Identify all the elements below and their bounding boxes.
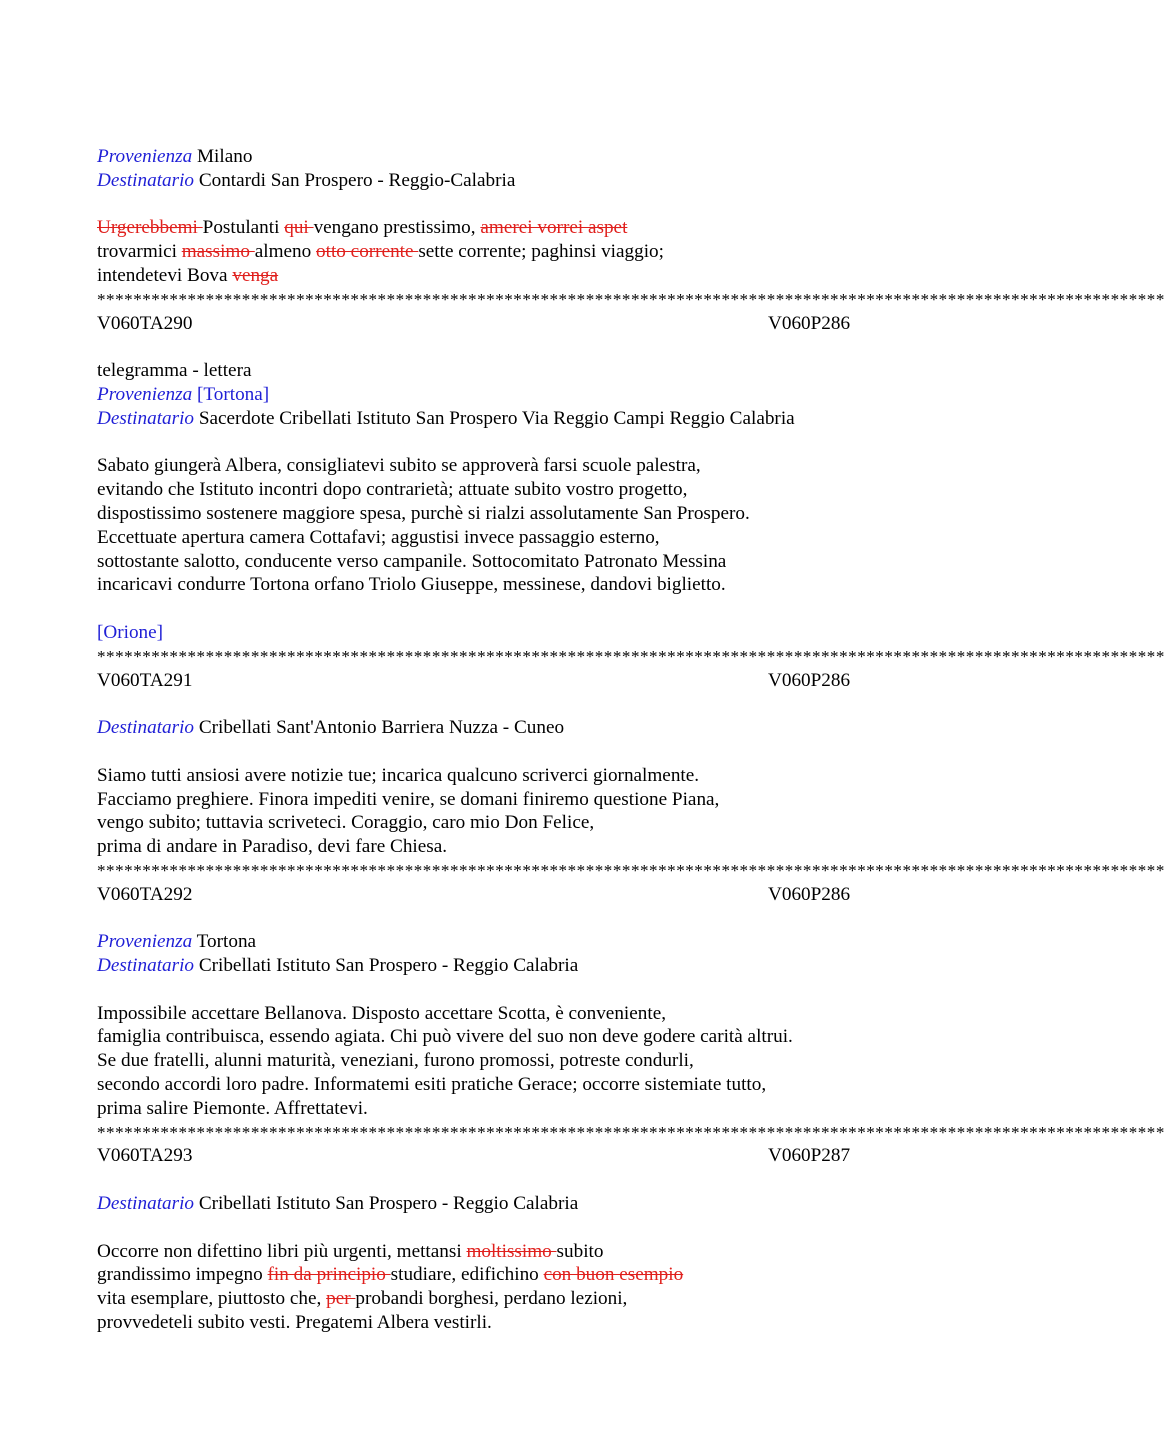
destinatario-value: Cribellati Sant'Antonio Barriera Nuzza - Cuneo xyxy=(198,717,565,739)
provenienza-label: Provenienza xyxy=(97,146,193,167)
deleted-text: fin da principio xyxy=(267,1264,391,1286)
destinatario-line xyxy=(97,954,937,978)
text: vengano prestissimo, xyxy=(313,217,481,239)
text: subito xyxy=(556,1240,604,1262)
body-line: Impossibile accettare Bellanova. Disposto accettare Scotta, è conveniente, xyxy=(97,1002,667,1024)
destinatario-value: Cribellati Istituto San Prospero - Reggio Calabria xyxy=(198,1193,579,1215)
destinatario-label: Destinatario xyxy=(97,717,195,739)
deleted-text: venga xyxy=(232,264,279,286)
deleted-text: per xyxy=(326,1288,356,1310)
body-line xyxy=(97,1263,937,1287)
destinatario-line xyxy=(97,407,937,431)
document-code: V060TA292 xyxy=(97,883,193,905)
provenienza-label: Provenienza xyxy=(97,931,193,953)
destinatario-value: Sacerdote Cribellati Istituto San Prospero Via Reggio Campi Reggio Calabria xyxy=(198,407,795,429)
deleted-text: qui xyxy=(284,217,314,239)
text: grandissimo impegno xyxy=(97,1264,268,1286)
spacer xyxy=(97,692,937,716)
provenienza-value: [Tortona] xyxy=(197,383,270,405)
spacer xyxy=(97,431,937,455)
body-line: prima di andare in Paradiso, devi fare Chiesa. xyxy=(97,836,448,858)
destinatario-value: Contardi San Prospero - Reggio-Calabria xyxy=(198,169,516,191)
body-line: dispostissimo sostenere maggiore spesa, purchè si rialzi assolutamente San Prospero. xyxy=(97,502,750,524)
spacer xyxy=(97,907,937,931)
text: Postulanti xyxy=(202,217,285,239)
body-line: evitando che Istituto incontri dopo contrarietà; attuate subito vostro progetto, xyxy=(97,479,688,501)
deleted-text: con buon esempio xyxy=(543,1264,684,1286)
body-line: Sabato giungerà Albera, consigliatevi subito se approverà farsi scuole palestra, xyxy=(97,455,701,477)
page-code: V060P286 xyxy=(768,669,851,691)
body-line: Facciamo preghiere. Finora impediti venire, se domani finiremo questione Piana, xyxy=(97,788,720,810)
body-line: famiglia contribuisca, essendo agiata. Chi può vivere del suo non deve godere carità altrui. xyxy=(97,1026,793,1048)
provenienza-label: Provenienza xyxy=(97,383,193,405)
document-content xyxy=(97,145,1165,1335)
provenienza-line xyxy=(97,930,937,954)
spacer xyxy=(97,740,937,764)
destinatario-label: Destinatario xyxy=(97,407,195,429)
separator: ********************************************************************************************************************** xyxy=(97,646,1165,666)
text: intendetevi Bova xyxy=(97,264,233,286)
destinatario-label: Destinatario xyxy=(97,1193,195,1215)
body-line xyxy=(97,264,937,288)
body-line: Eccettuate apertura camera Cottafavi; aggustisi invece passaggio esterno, xyxy=(97,526,660,548)
document-type: telegramma - lettera xyxy=(97,360,252,382)
spacer xyxy=(97,597,937,621)
body-line: prima salire Piemonte. Affrettatevi. xyxy=(97,1097,368,1119)
page-code: V060P286 xyxy=(768,883,851,905)
destinatario-value: Cribellati Istituto San Prospero - Reggio Calabria xyxy=(198,955,579,977)
text: trovarmici xyxy=(97,241,182,263)
text: almeno xyxy=(254,241,317,263)
body-line xyxy=(97,1287,937,1311)
page-code: V060P287 xyxy=(768,1145,851,1167)
text: sette corrente; paghinsi viaggio; xyxy=(418,241,664,263)
deleted-text: massimo xyxy=(181,241,255,263)
separator: ********************************************************************************************************************** xyxy=(97,860,1165,880)
page-code: V060P286 xyxy=(768,312,851,334)
spacer xyxy=(97,193,937,217)
body-line xyxy=(97,240,937,264)
provenienza-value: Milano xyxy=(197,146,253,167)
separator: ********************************************************************************************************************** xyxy=(97,289,1165,309)
document-code: V060TA291 xyxy=(97,669,193,691)
body-line: Se due fratelli, alunni maturità, veneziani, furono promossi, potreste condurli, xyxy=(97,1050,694,1072)
destinatario-line xyxy=(97,1192,937,1216)
deleted-text: amerei vorrei aspet xyxy=(480,217,628,239)
text: vita esemplare, piuttosto che, xyxy=(97,1288,327,1310)
document-codes xyxy=(97,883,937,907)
text: studiare, edifichino xyxy=(390,1264,544,1286)
document-codes xyxy=(97,669,937,693)
body-line xyxy=(97,216,937,240)
spacer xyxy=(97,335,937,359)
document-codes xyxy=(97,1144,937,1168)
body-line xyxy=(97,1240,937,1264)
separator: ********************************************************************************************************************** xyxy=(97,1122,1165,1142)
destinatario-line xyxy=(97,169,937,193)
signature: [Orione] xyxy=(97,621,164,643)
spacer xyxy=(97,1216,937,1240)
destinatario-line xyxy=(97,716,937,740)
deleted-text: Urgerebbemi xyxy=(97,217,203,239)
deleted-text: moltissimo xyxy=(466,1240,557,1262)
body-line: vengo subito; tuttavia scriveteci. Coraggio, caro mio Don Felice, xyxy=(97,812,595,834)
text: Occorre non difettino libri più urgenti, mettansi xyxy=(97,1240,467,1262)
body-line: sottostante salotto, conducente verso campanile. Sottocomitato Patronato Messina xyxy=(97,550,727,572)
destinatario-label: Destinatario xyxy=(97,169,195,191)
spacer xyxy=(97,1168,937,1192)
document-codes xyxy=(97,312,937,336)
document-code: V060TA293 xyxy=(97,1145,193,1167)
provenienza-line xyxy=(97,145,937,169)
body-line: provvedeteli subito vesti. Pregatemi Albera vestirli. xyxy=(97,1312,492,1334)
provenienza-line xyxy=(97,383,937,407)
provenienza-value: Tortona xyxy=(196,931,257,953)
body-line: secondo accordi loro padre. Informatemi esiti pratiche Gerace; occorre sistemiate tutto, xyxy=(97,1074,767,1096)
text: probandi borghesi, perdano lezioni, xyxy=(355,1288,628,1310)
body-line: incaricavi condurre Tortona orfano Triolo Giuseppe, messinese, dandovi biglietto. xyxy=(97,574,726,596)
spacer xyxy=(97,978,937,1002)
document-code: V060TA290 xyxy=(97,312,193,334)
destinatario-label: Destinatario xyxy=(97,955,195,977)
body-line: Siamo tutti ansiosi avere notizie tue; incarica qualcuno scriverci giornalmente. xyxy=(97,764,700,786)
deleted-text: otto corrente xyxy=(316,241,419,263)
